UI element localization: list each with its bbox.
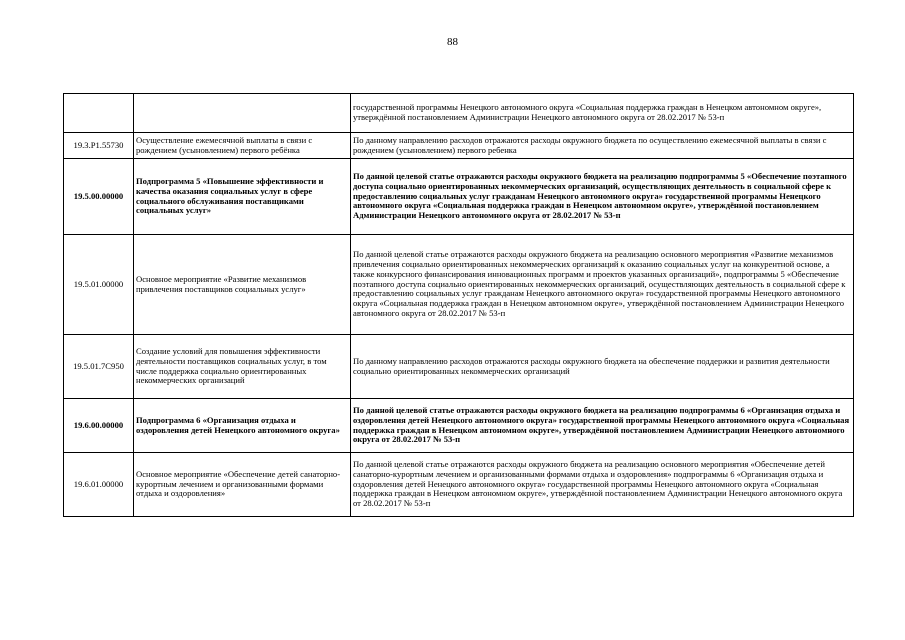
target-code-cell: 19.6.00.00000 bbox=[64, 399, 134, 453]
target-description-cell: По данному направлению расходов отражаются расходы окружного бюджета на обеспечение поддержки и развития деятельности социально ориентированных некоммерческих организаций bbox=[351, 335, 854, 399]
target-name-cell: Основное мероприятие «Обеспечение детей санаторно-курортным лечением и организованными формами отдыха и оздоровления» bbox=[134, 453, 351, 517]
target-description-cell: государственной программы Ненецкого автономного округа «Социальная поддержка граждан в Ненецком автономном округе», утверждённой постановлением Администрации Ненецкого автономного округа от 28.02.2017 № 53-п bbox=[351, 94, 854, 133]
target-name-cell: Создание условий для повышения эффективности деятельности поставщиков социальных услуг, в том числе поддержка социально ориентированных некоммерческих организаций bbox=[134, 335, 351, 399]
target-code-cell: 19.5.00.00000 bbox=[64, 159, 134, 235]
target-description-cell: По данной целевой статье отражаются расходы окружного бюджета на реализацию основного мероприятия «Обеспечение детей санаторно-курортным лечением и организованными формами отдыха и оздоровления» подпрограммы 6 «Организация отдыха и оздоровления детей Ненецкого автономного округа» государственной программы Ненецкого автономного округа «Социальная поддержка граждан в Ненецком автономном округе», утверждённой постановлением Администрации Ненецкого автономного округа от 28.02.2017 № 53-п bbox=[351, 453, 854, 517]
target-name-cell bbox=[134, 94, 351, 133]
target-name-cell: Подпрограмма 6 «Организация отдыха и оздоровления детей Ненецкого автономного округа» bbox=[134, 399, 351, 453]
target-name-cell: Подпрограмма 5 «Повышение эффективности и качества оказания социальных услуг в сфере социального обслуживания поставщиками социальных услуг» bbox=[134, 159, 351, 235]
table-row bbox=[64, 399, 854, 453]
target-code-cell: 19.3.P1.55730 bbox=[64, 133, 134, 159]
target-description-cell: По данной целевой статье отражаются расходы окружного бюджета на реализацию основного мероприятия «Развитие механизмов привлечения социально ориентированных некоммерческих организаций к оказанию социальных услуг на конкурентной основе, а также конкурсного финансирования инновационных программ и проектов указанных организаций», подпрограммы 5 «Обеспечение поэтапного доступа социально ориентированных некоммерческих организаций, осуществляющих деятельность в социальной сфере к предоставлению социальных услуг гражданам Ненецкого автономного округа» государственной программы Ненецкого автономного округа «Социальная поддержка граждан в Ненецком автономном округе», утверждённой постановлением Администрации Ненецкого автономного округа от 28.02.2017 № 53-п bbox=[351, 235, 854, 335]
budget-classification-table bbox=[63, 93, 854, 517]
table-row bbox=[64, 335, 854, 399]
target-name-cell: Осуществление ежемесячной выплаты в связи с рождением (усыновлением) первого ребёнка bbox=[134, 133, 351, 159]
page-number: 88 bbox=[447, 36, 458, 48]
target-description-cell: По данной целевой статье отражаются расходы окружного бюджета на реализацию подпрограммы 5 «Обеспечение поэтапного доступа социально ориентированных некоммерческих организаций, осуществляющих деятельность в социальной сфере к предоставлению социальных услуг гражданам Ненецкого автономного округа» государственной программы Ненецкого автономного округа «Социальная поддержка граждан в Ненецком автономном округе», утверждённой постановлением Администрации Ненецкого автономного округа от 28.02.2017 № 53-п bbox=[351, 159, 854, 235]
target-name-cell: Основное мероприятие «Развитие механизмов привлечения поставщиков социальных услуг» bbox=[134, 235, 351, 335]
target-code-cell bbox=[64, 94, 134, 133]
table-row bbox=[64, 235, 854, 335]
table-row bbox=[64, 94, 854, 133]
target-description-cell: По данному направлению расходов отражаются расходы окружного бюджета по осуществлению ежемесячной выплаты в связи с рождением (усыновлением) первого ребенка bbox=[351, 133, 854, 159]
target-code-cell: 19.6.01.00000 bbox=[64, 453, 134, 517]
table-row bbox=[64, 133, 854, 159]
table-row bbox=[64, 453, 854, 517]
target-code-cell: 19.5.01.00000 bbox=[64, 235, 134, 335]
target-description-cell: По данной целевой статье отражаются расходы окружного бюджета на реализацию подпрограммы 6 «Организация отдыха и оздоровления детей Ненецкого автономного округа» государственной программы Ненецкого автономного округа «Социальная поддержка граждан в Ненецком автономном округе», утверждённой постановлением Администрации Ненецкого автономного округа от 28.02.2017 № 53-п bbox=[351, 399, 854, 453]
target-code-cell: 19.5.01.7C950 bbox=[64, 335, 134, 399]
table-row bbox=[64, 159, 854, 235]
